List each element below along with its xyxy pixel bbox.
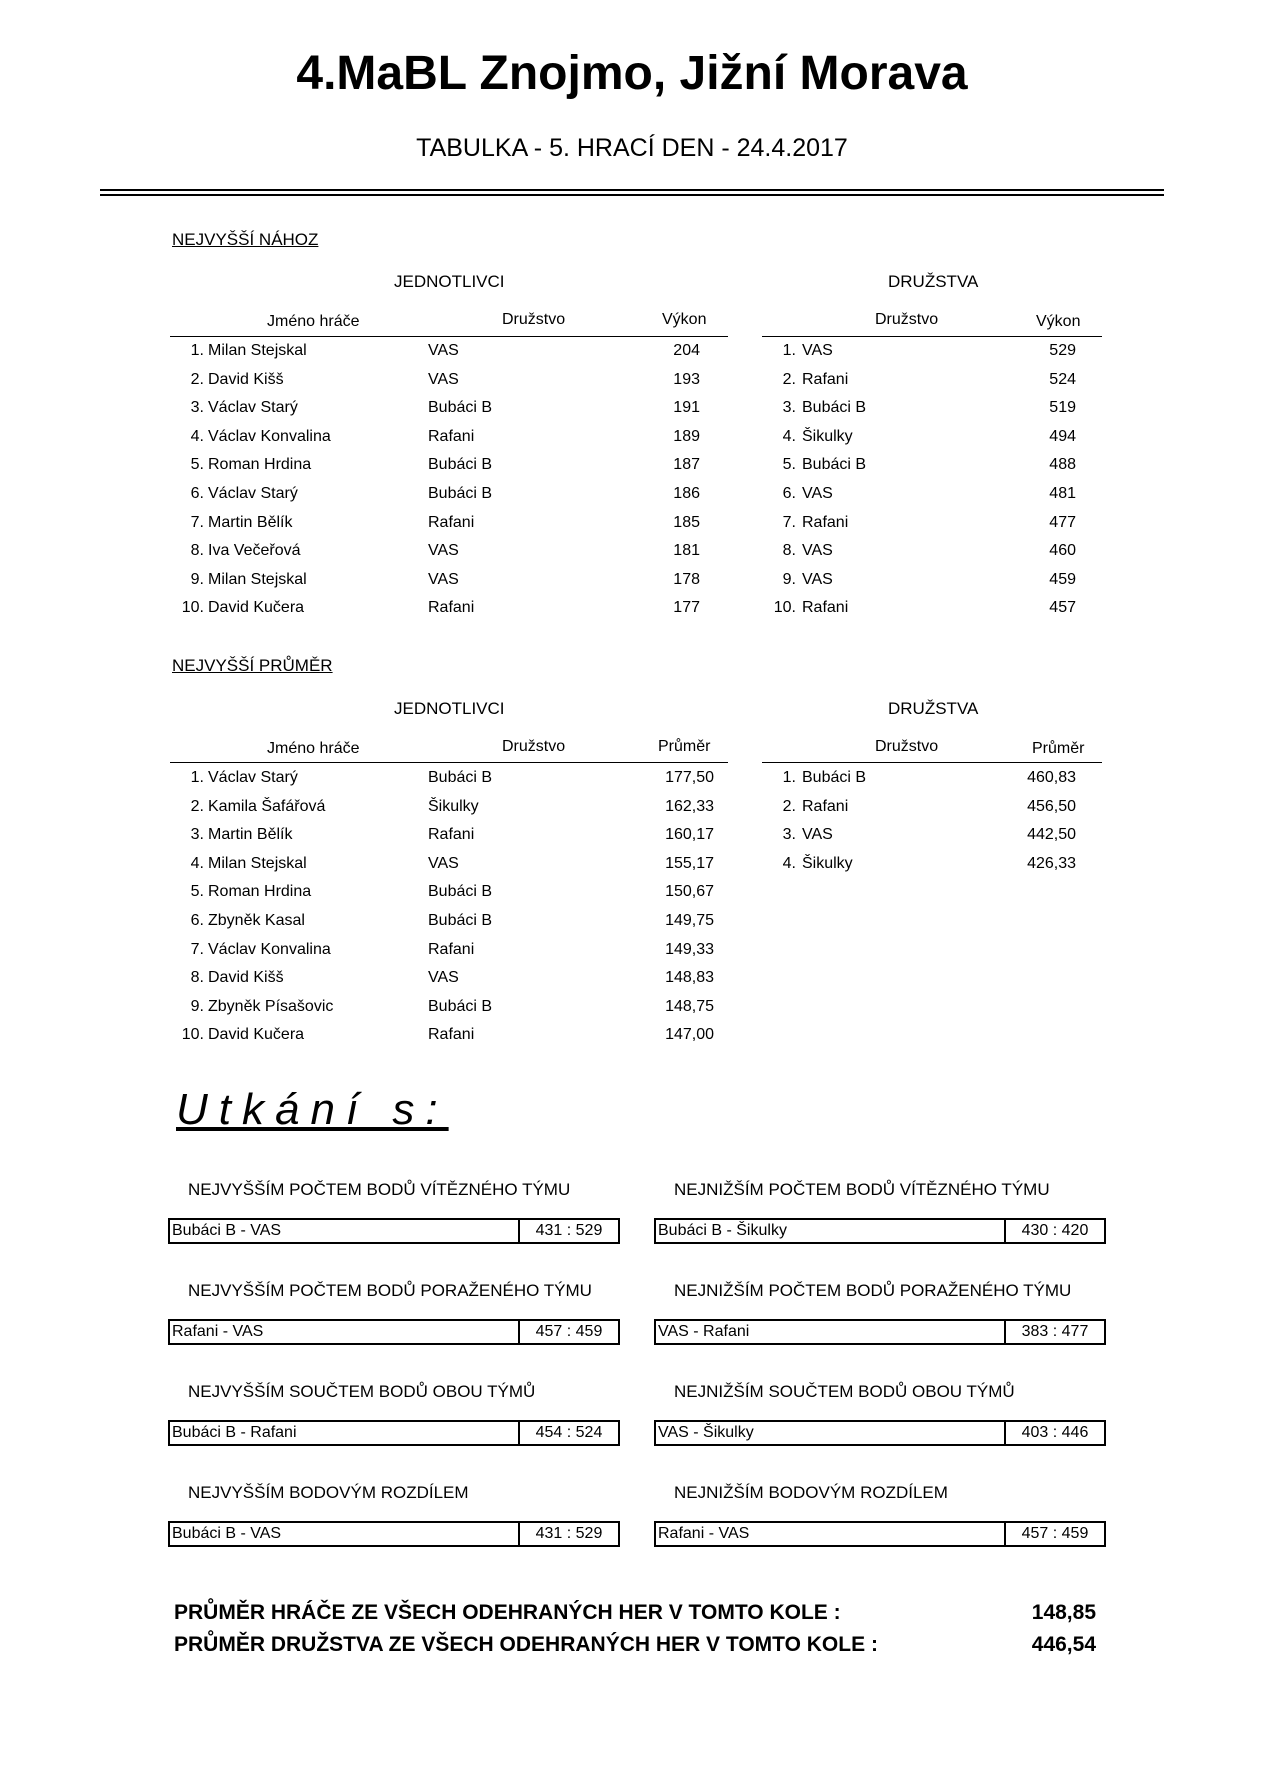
value-cell: 460,83 — [1027, 769, 1076, 786]
team-cell: Bubáci B — [428, 997, 493, 1015]
table-row — [170, 512, 730, 534]
rank-cell: 5. — [782, 456, 796, 474]
player-name-cell: Martin Bělík — [208, 513, 293, 531]
match-score: 403 : 446 — [1004, 1420, 1104, 1446]
table-row — [762, 824, 1102, 846]
value-cell: 426,33 — [1027, 854, 1076, 872]
team-cell: Rafani — [802, 797, 849, 815]
table-row — [170, 939, 730, 961]
rank-cell: 5. — [190, 883, 204, 901]
table-row — [170, 853, 730, 875]
team-cell: Rafani — [428, 940, 475, 958]
individuals-title: JEDNOTLIVCI — [394, 699, 505, 718]
value-cell: 149,75 — [665, 912, 714, 929]
team-cell: Rafani — [428, 599, 475, 617]
rank-cell: 9. — [190, 997, 204, 1015]
table-header-rule — [170, 336, 728, 337]
value-cell: 442,50 — [1027, 826, 1076, 844]
player-name-cell: Václav Starý — [208, 769, 298, 786]
player-name-cell: Roman Hrdina — [208, 883, 312, 901]
header-divider — [100, 189, 1164, 191]
column-header-team: Družstvo — [502, 738, 566, 755]
column-header-team: Družstvo — [502, 311, 566, 328]
teams-title: DRUŽSTVA — [888, 699, 979, 718]
team-cell: VAS — [802, 342, 833, 359]
match-record-box — [168, 1420, 620, 1446]
value-cell: 460 — [1049, 542, 1076, 560]
team-average-label: PRŮMĚR DRUŽSTVA ZE VŠECH ODEHRANÝCH HER V TOMTO KOLE : — [174, 1633, 878, 1656]
table-row — [170, 569, 730, 591]
team-cell: VAS — [428, 542, 459, 560]
match-teams: Rafani - VAS — [172, 1323, 264, 1340]
value-cell: 187 — [673, 456, 700, 474]
rank-cell: 3. — [782, 826, 796, 844]
team-cell: Rafani — [428, 826, 475, 844]
match-record-box — [654, 1420, 1106, 1446]
player-name-cell: Zbyněk Kasal — [208, 912, 305, 929]
column-header-team: Družstvo — [875, 311, 939, 328]
match-score: 454 : 524 — [518, 1420, 618, 1446]
value-cell: 488 — [1049, 456, 1076, 474]
team-cell: Bubáci B — [428, 399, 493, 417]
match-record-title: NEJNIŽŠÍM SOUČTEM BODŮ OBOU TÝMŮ — [674, 1382, 1015, 1401]
player-name-cell: Václav Starý — [208, 399, 298, 417]
team-cell: VAS — [428, 342, 459, 359]
value-cell: 481 — [1049, 485, 1076, 502]
match-record-title: NEJVYŠŠÍM POČTEM BODŮ PORAŽENÉHO TÝMU — [188, 1281, 592, 1300]
rank-cell: 2. — [190, 797, 204, 815]
team-cell: Bubáci B — [428, 456, 493, 474]
rank-cell: 6. — [190, 912, 204, 929]
value-cell: 181 — [673, 542, 700, 560]
team-cell: Bubáci B — [802, 456, 867, 474]
rank-cell: 4. — [190, 427, 204, 445]
table-row — [762, 569, 1102, 591]
table-row — [170, 454, 730, 476]
table-row — [170, 540, 730, 562]
rank-cell: 7. — [782, 513, 796, 531]
rank-cell: 8. — [782, 542, 796, 560]
rank-cell: 2. — [782, 370, 796, 388]
match-teams: Rafani - VAS — [658, 1525, 750, 1542]
match-record-box — [654, 1218, 1106, 1244]
matches-heading: Utkání s: — [176, 1085, 449, 1134]
team-cell: Bubáci B — [428, 769, 493, 786]
team-cell: Bubáci B — [428, 485, 493, 502]
match-record-box — [654, 1319, 1106, 1345]
column-header-name: Jméno hráče — [267, 313, 360, 330]
match-teams: VAS - Šikulky — [658, 1424, 754, 1441]
table-header-rule — [762, 762, 1102, 763]
match-record-title: NEJNIŽŠÍM BODOVÝM ROZDÍLEM — [674, 1483, 948, 1502]
rank-cell: 8. — [190, 969, 204, 987]
table-row — [170, 397, 730, 419]
team-cell: VAS — [802, 485, 833, 502]
value-cell: 177,50 — [665, 769, 714, 786]
rank-cell: 1. — [782, 342, 796, 359]
table-header-rule — [762, 336, 1102, 337]
match-record-box — [654, 1521, 1106, 1547]
match-record-title: NEJVYŠŠÍM POČTEM BODŮ VÍTĚZNÉHO TÝMU — [188, 1180, 571, 1199]
value-cell: 524 — [1049, 370, 1076, 388]
player-name-cell: Kamila Šafářová — [208, 797, 326, 815]
table-row — [762, 340, 1102, 362]
rank-cell: 4. — [190, 854, 204, 872]
team-cell: Rafani — [428, 427, 475, 445]
team-cell: Šikulky — [802, 427, 853, 445]
team-cell: Rafani — [428, 513, 475, 531]
team-cell: VAS — [802, 542, 833, 560]
column-header-value: Výkon — [1036, 313, 1081, 330]
team-cell: VAS — [428, 969, 459, 987]
rank-cell: 6. — [782, 485, 796, 502]
rank-cell: 3. — [190, 826, 204, 844]
table-row — [762, 540, 1102, 562]
value-cell: 149,33 — [665, 940, 714, 958]
value-cell: 189 — [673, 427, 700, 445]
match-teams: Bubáci B - VAS — [172, 1222, 282, 1239]
player-name-cell: Martin Bělík — [208, 826, 293, 844]
table-row — [762, 512, 1102, 534]
team-cell: Bubáci B — [802, 399, 867, 417]
player-name-cell: David Kišš — [208, 370, 284, 388]
player-name-cell: Zbyněk Písašovic — [208, 997, 334, 1015]
player-name-cell: David Kišš — [208, 969, 284, 987]
table-row — [170, 369, 730, 391]
match-score: 383 : 477 — [1004, 1319, 1104, 1345]
column-header-value: Průměr — [658, 738, 711, 755]
value-cell: 193 — [673, 370, 700, 388]
match-teams: Bubáci B - VAS — [172, 1525, 282, 1542]
value-cell: 160,17 — [665, 826, 714, 844]
value-cell: 191 — [673, 399, 700, 417]
rank-cell: 7. — [190, 940, 204, 958]
team-cell: Rafani — [802, 370, 849, 388]
team-cell: Šikulky — [428, 797, 479, 815]
page-title: 4.MaBL Znojmo, Jižní Morava — [296, 47, 968, 100]
value-cell: 494 — [1049, 427, 1076, 445]
match-teams: VAS - Rafani — [658, 1323, 750, 1340]
value-cell: 148,83 — [665, 969, 714, 987]
table-row — [762, 853, 1102, 875]
value-cell: 150,67 — [665, 883, 714, 901]
player-name-cell: Milan Stejskal — [208, 570, 307, 588]
column-header-value: Výkon — [662, 311, 707, 328]
team-cell: VAS — [802, 570, 833, 588]
table-row — [170, 1024, 730, 1046]
value-cell: 456,50 — [1027, 797, 1076, 815]
table-row — [170, 796, 730, 818]
match-record-title: NEJNIŽŠÍM POČTEM BODŮ PORAŽENÉHO TÝMU — [674, 1281, 1072, 1300]
rank-cell: 8. — [190, 542, 204, 560]
rank-cell: 10. — [773, 599, 796, 617]
rank-cell: 1. — [782, 769, 796, 786]
player-name-cell: Václav Konvalina — [208, 940, 331, 958]
rank-cell: 6. — [190, 485, 204, 502]
table-row — [762, 426, 1102, 448]
rank-cell: 3. — [782, 399, 796, 417]
table-row — [762, 483, 1102, 505]
table-row — [170, 483, 730, 505]
rank-cell: 7. — [190, 513, 204, 531]
value-cell: 177 — [673, 599, 700, 617]
team-cell: Rafani — [428, 1026, 475, 1044]
table-row — [170, 426, 730, 448]
match-record-box — [168, 1521, 620, 1547]
team-average-value: 446,54 — [1031, 1633, 1096, 1656]
value-cell: 155,17 — [665, 854, 714, 872]
value-cell: 178 — [673, 570, 700, 588]
table-row — [170, 767, 730, 789]
rank-cell: 2. — [190, 370, 204, 388]
value-cell: 519 — [1049, 399, 1076, 417]
rank-cell: 4. — [782, 854, 796, 872]
value-cell: 162,33 — [665, 797, 714, 815]
table-row — [170, 967, 730, 989]
individuals-title: JEDNOTLIVCI — [394, 272, 505, 291]
player-average-label: PRŮMĚR HRÁČE ZE VŠECH ODEHRANÝCH HER V TOMTO KOLE : — [174, 1601, 841, 1624]
player-name-cell: Václav Starý — [208, 485, 298, 502]
table-row — [170, 597, 730, 619]
match-score: 457 : 459 — [1004, 1521, 1104, 1547]
table-row — [170, 824, 730, 846]
value-cell: 477 — [1049, 513, 1076, 531]
rank-cell: 2. — [782, 797, 796, 815]
table-row — [762, 796, 1102, 818]
column-header-team: Družstvo — [875, 738, 939, 755]
value-cell: 457 — [1049, 599, 1076, 617]
table-row — [762, 369, 1102, 391]
table-row — [170, 340, 730, 362]
value-cell: 459 — [1049, 570, 1076, 588]
match-teams: Bubáci B - Rafani — [172, 1424, 297, 1441]
match-score: 457 : 459 — [518, 1319, 618, 1345]
rank-cell: 5. — [190, 456, 204, 474]
teams-title: DRUŽSTVA — [888, 272, 979, 291]
player-name-cell: Milan Stejskal — [208, 854, 307, 872]
match-record-box — [168, 1218, 620, 1244]
match-record-title: NEJNIŽŠÍM POČTEM BODŮ VÍTĚZNÉHO TÝMU — [674, 1180, 1050, 1199]
match-record-title: NEJVYŠŠÍM SOUČTEM BODŮ OBOU TÝMŮ — [188, 1382, 536, 1401]
match-score: 431 : 529 — [518, 1521, 618, 1547]
table-row — [762, 767, 1102, 789]
section-title-prumer: NEJVYŠŠÍ PRŮMĚR — [172, 656, 333, 675]
rank-cell: 10. — [181, 599, 204, 617]
team-cell: Bubáci B — [428, 883, 493, 901]
table-row — [170, 881, 730, 903]
value-cell: 185 — [673, 513, 700, 531]
value-cell: 204 — [673, 342, 700, 359]
team-cell: Rafani — [802, 599, 849, 617]
table-row — [762, 597, 1102, 619]
rank-cell: 1. — [190, 769, 204, 786]
value-cell: 186 — [673, 485, 700, 502]
player-name-cell: Iva Večeřová — [208, 542, 301, 560]
table-row — [170, 910, 730, 932]
team-cell: VAS — [428, 570, 459, 588]
match-record-title: NEJVYŠŠÍM BODOVÝM ROZDÍLEM — [188, 1483, 469, 1502]
player-average-value: 148,85 — [1031, 1601, 1096, 1624]
team-cell: Bubáci B — [802, 769, 867, 786]
match-score: 430 : 420 — [1004, 1218, 1104, 1244]
value-cell: 147,00 — [665, 1026, 714, 1044]
player-name-cell: Roman Hrdina — [208, 456, 312, 474]
match-teams: Bubáci B - Šikulky — [658, 1222, 787, 1239]
table-row — [762, 397, 1102, 419]
match-record-box — [168, 1319, 620, 1345]
team-cell: Šikulky — [802, 854, 853, 872]
player-name-cell: Václav Konvalina — [208, 427, 331, 445]
rank-cell: 3. — [190, 399, 204, 417]
team-cell: VAS — [428, 854, 459, 872]
header-divider — [100, 194, 1164, 196]
team-cell: Bubáci B — [428, 912, 493, 929]
player-name-cell: David Kučera — [208, 599, 305, 617]
team-cell: VAS — [802, 826, 833, 844]
rank-cell: 10. — [181, 1026, 204, 1044]
player-name-cell: David Kučera — [208, 1026, 305, 1044]
section-title-nahoz: NEJVYŠŠÍ NÁHOZ — [172, 230, 319, 249]
value-cell: 529 — [1049, 342, 1076, 359]
team-cell: Rafani — [802, 513, 849, 531]
team-cell: VAS — [428, 370, 459, 388]
page-subtitle: TABULKA - 5. HRACÍ DEN - 24.4.2017 — [416, 134, 848, 162]
rank-cell: 4. — [782, 427, 796, 445]
column-header-name: Jméno hráče — [267, 740, 360, 757]
rank-cell: 1. — [190, 342, 204, 359]
table-row — [170, 996, 730, 1018]
match-score: 431 : 529 — [518, 1218, 618, 1244]
value-cell: 148,75 — [665, 997, 714, 1015]
table-row — [762, 454, 1102, 476]
rank-cell: 9. — [782, 570, 796, 588]
rank-cell: 9. — [190, 570, 204, 588]
table-header-rule — [170, 762, 728, 763]
column-header-value: Průměr — [1032, 740, 1085, 757]
player-name-cell: Milan Stejskal — [208, 342, 307, 359]
